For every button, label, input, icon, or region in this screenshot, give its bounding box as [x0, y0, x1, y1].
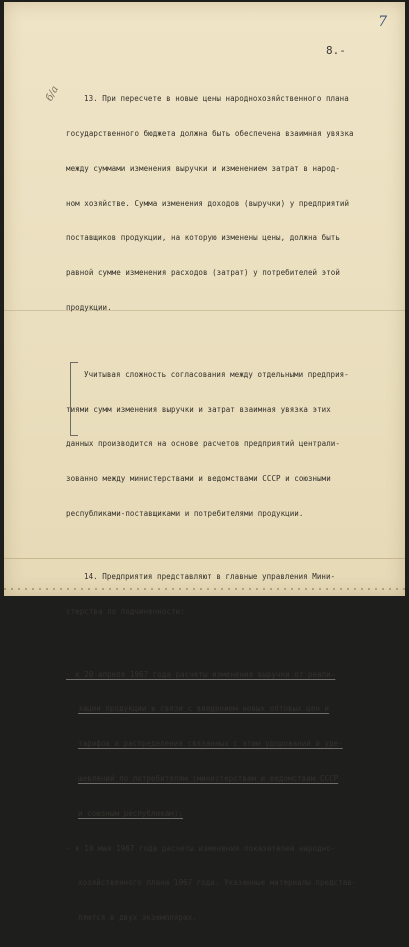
document-page [4, 2, 405, 923]
text-line: стерства по подчиненности: [66, 606, 185, 616]
text-line: 14. Предприятия представляют в главные управления Мини- [84, 571, 336, 581]
text-line: государственного бюджета должна быть обеспечена взаимная увязка [66, 128, 354, 138]
text-line-underlined: тарифов и распределения связанных с этим удорожаний и уде- [78, 739, 343, 749]
text-line: равной сумме изменения расходов (затрат) у потребителей этой [66, 268, 340, 278]
text-line: Учитывая сложность согласования между отдельными предприя- [84, 369, 349, 379]
margin-handwritten-note: б/а [44, 84, 61, 104]
document-body [66, 70, 371, 947]
text-line-underlined: - к 20 апреля 1967 года расчеты изменения выручки от реали- [66, 669, 336, 679]
text-line: ном хозяйстве. Сумма изменения доходов (выручки) у предприятий [66, 198, 350, 208]
text-line: поставщиков продукции, на которую изменены цены, должна быть [66, 233, 340, 243]
text-line: ляются в двух экземплярах. [78, 913, 197, 923]
text-line-underlined: зации продукции в связи с введением новых оптовых цен и [78, 704, 330, 714]
text-line: хозяйственного плана 1967 года. Указанные материалы представ- [78, 878, 357, 888]
text-line: - к 10 мая 1967 года расчеты изменения показателей народно- [66, 843, 336, 853]
page-number: 8.- [326, 44, 346, 57]
text-line: данных производится на основе расчетов предприятий централи- [66, 439, 340, 449]
text-line: 13. При пересчете в новые цены народнохозяйственного плана [84, 94, 349, 104]
archive-page-number: 7 [378, 14, 387, 30]
text-line: между суммами изменения выручки и изменением затрат в народ- [66, 163, 340, 173]
text-line: зованно между министерствами и ведомствами СССР и союзными [66, 474, 331, 484]
text-line-underlined: шевлений по потребителям (министерствам и ведомствам СССР [78, 774, 339, 784]
text-line: республиками-поставщиками и потребителями продукции. [66, 508, 304, 518]
text-line: продукции. [66, 302, 112, 312]
text-line: тиями сумм изменения выручки и затрат взаимная увязка этих [66, 404, 331, 414]
text-line-underlined: и союзным республикам); [78, 808, 184, 818]
